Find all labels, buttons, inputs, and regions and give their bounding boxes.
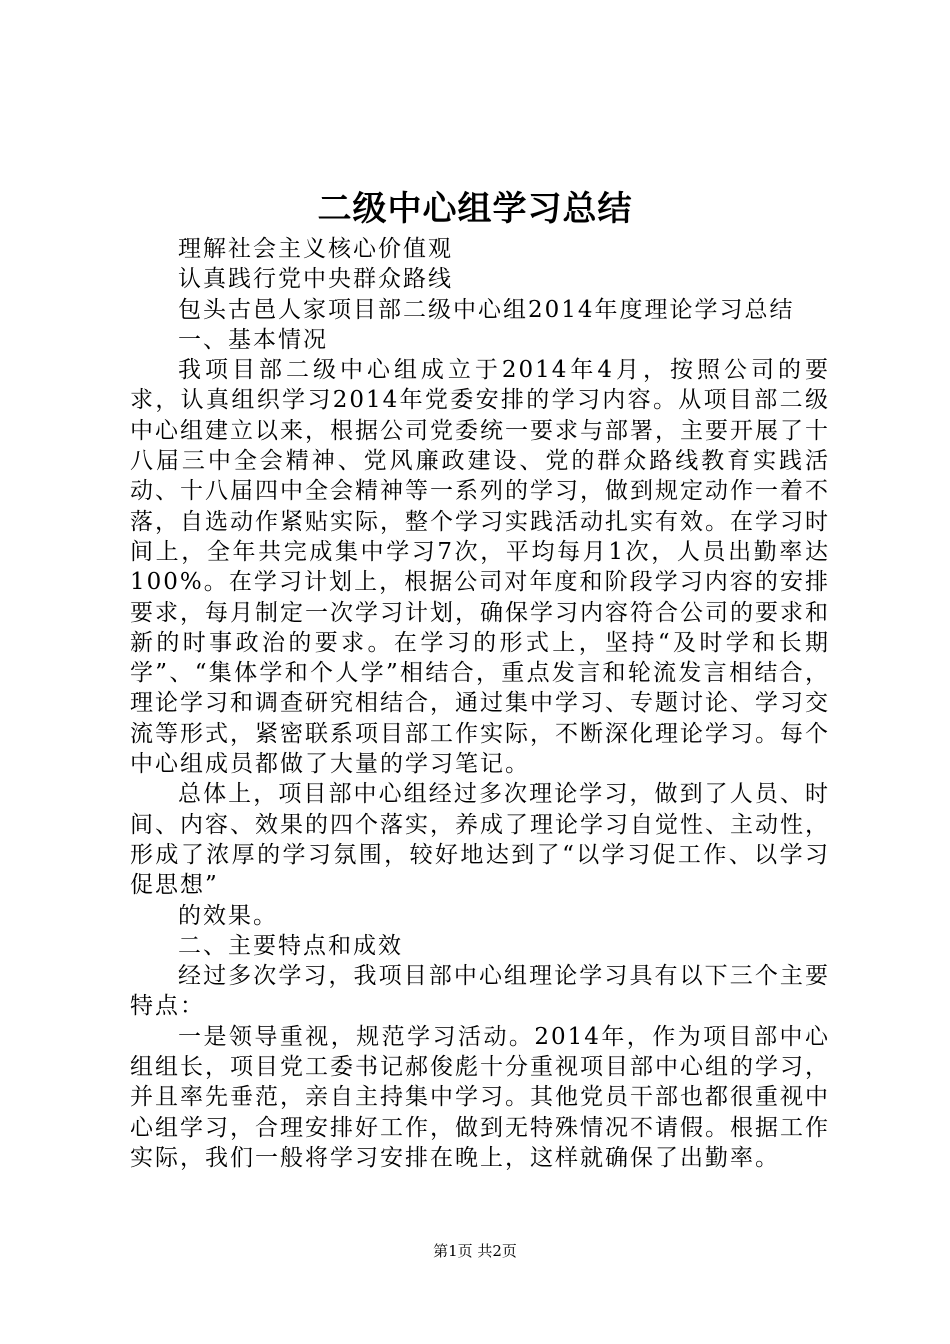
page-number: 第1页 共2页 [433, 1242, 517, 1260]
heading-line-3: 包头古邑人家项目部二级中心组2014年度理论学习总结 [178, 296, 795, 323]
section-heading-1: 一、基本情况 [178, 326, 328, 353]
document-title: 二级中心组学习总结 [317, 189, 633, 229]
paragraph-basic-situation: 我项目部二级中心组成立于2014年4月，按照公司的要求，认真组织学习2014年党委安排的学习内容。从项目部二级中心组建立以来，根据公司党委统一要求与部署，主要开展了十八届三中全会精神、党风廉政建设、党的群众路线教育实践活动、十八届四中全会精神等一系列的学习，做到规定动作一着不落，自选动作紧贴实际，整个学习实践活动扎实有效。在学习时间上，全年共完成集中学习7次，平均每月1次，人员出勤率达100%。在学习计划上，根据公司对年度和阶段学习内容的安排要求，每月制定一次学习计划，确保学习内容符合公司的要求和新的时事政治的要求。在学习的形式上，坚持“及时学和长期学”、“集体学和个人学”相结合，重点发言和轮流发言相结合，理论学习和调查研究相结合，通过集中学习、专题讨论、学习交流等形式，紧密联系项目部工作实际，不断深化理论学习。每个中心组成员都做了大量的学习笔记。 [130, 357, 830, 778]
paragraph-feature-one: 一是领导重视，规范学习活动。2014年，作为项目部中心组组长，项目党工委书记郝俊彪十分重视项目部中心组的学习，并且率先垂范，亲自主持集中学习。其他党员干部也都很重视中心组学习，合理安排好工作，做到无特殊情况不请假。根据工作实际，我们一般将学习安排在晚上，这样就确保了出勤率。 [130, 1023, 830, 1171]
document-body [130, 234, 830, 1173]
paragraph-overall: 总体上，项目部中心组经过多次理论学习，做到了人员、时间、内容、效果的四个落实，养成了理论学习自觉性、主动性，形成了浓厚的学习氛围，较好地达到了“以学习促工作、以学习促思想” [130, 781, 830, 899]
heading-line-2: 认真践行党中央群众路线 [178, 266, 453, 293]
paragraph-effect: 的效果。 [178, 902, 278, 929]
section-heading-2: 二、主要特点和成效 [178, 932, 403, 959]
heading-line-1: 理解社会主义核心价值观 [178, 236, 453, 262]
paragraph-features-intro: 经过多次学习，我项目部中心组理论学习具有以下三个主要特点： [130, 963, 830, 1020]
